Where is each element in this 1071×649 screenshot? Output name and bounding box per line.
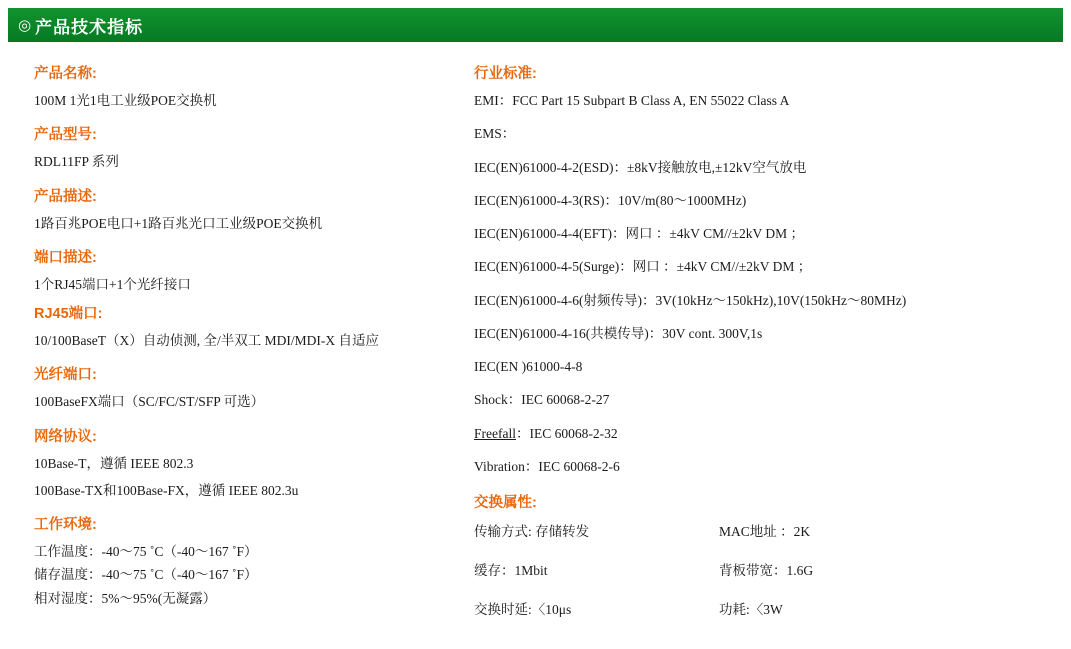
standard-line: IEC(EN)61000-4-2(ESD)：±8kV接触放电,±12kV空气放电 (474, 159, 807, 175)
section-header-bar (8, 8, 1063, 42)
freefall-value: ：IEC 60068-2-32 (515, 425, 618, 441)
working-temperature-value: 工作温度：-40～75 ˚C（-40～167 ˚F） (34, 544, 258, 559)
rj45-port-value: 10/100BaseT（X）自动侦测, 全/半双工 MDI/MDI-X 自适应 (34, 333, 379, 348)
section-title-fiber-port: 光纤端口: (34, 367, 97, 384)
section-title-industry-standards: 行业标准: (474, 66, 537, 82)
relative-humidity-value: 相对湿度：5%～95%(无凝露） (34, 590, 217, 606)
switch-attr-latency: 交换时延:〈10μs (474, 602, 572, 617)
switch-attr-power-consumption: 功耗:〈3W (719, 602, 783, 617)
product-description-value: 1路百兆POE电口+1路百兆光口工业级POE交换机 (34, 215, 323, 231)
standard-line: IEC(EN)61000-4-4(EFT)：网口 ：±4kV CM//±2kV DM ； (474, 226, 805, 241)
fiber-port-value: 100BaseFX端口（SC/FC/ST/SFP 可选） (34, 394, 265, 410)
section-title-port-description: 端口描述: (34, 249, 97, 266)
bullet-icon: ◎ (18, 15, 32, 34)
port-description-value: 1个RJ45端口+1个光纤接口 (34, 276, 191, 292)
standard-line: EMI：FCC Part 15 Subpart B Class A, EN 55022 Class A (474, 93, 790, 108)
switch-attr-mac-address: MAC地址 ：2K (719, 524, 811, 539)
left-column (34, 62, 464, 612)
switch-attr-buffer: 缓存：1Mbit (474, 563, 548, 578)
standard-line (474, 424, 1054, 444)
section-title-switch-attributes: 交换属性: (474, 495, 537, 511)
standard-line: IEC(EN)61000-4-3(RS)：10V/m(80～1000MHz) (474, 192, 747, 208)
standard-line: IEC(EN)61000-4-5(Surge)：网口 ：±4kV CM//±2kV DM ； (474, 259, 812, 275)
section-title-rj45-port: RJ45端口: (34, 306, 103, 322)
standard-line: EMS： (474, 126, 516, 142)
section-title-working-environment: 工作环境: (34, 517, 97, 533)
section-title-product-description: 产品描述: (34, 188, 97, 205)
section-title-product-name: 产品名称: (34, 66, 97, 82)
right-column (474, 62, 1054, 618)
switch-attr-backplane-bandwidth: 背板带宽：1.6G (719, 563, 814, 578)
product-model-value: RDL11FP 系列 (34, 154, 119, 170)
standard-line: IEC(EN)61000-4-16(共模传导)：30V cont. 300V,1s (474, 325, 763, 341)
section-title-network-protocol: 网络协议: (34, 428, 97, 445)
section-title-product-model: 产品型号: (34, 127, 97, 144)
freefall-label: Freefall (474, 425, 516, 441)
standard-line: Shock：IEC 60068-2-27 (474, 392, 610, 408)
switch-attributes-grid (474, 520, 1054, 618)
page-title: 产品技术指标 (35, 17, 144, 37)
storage-temperature-value: 储存温度：-40～75 ˚C（-40～167 ˚F） (34, 567, 258, 583)
network-protocol-value-2: 100Base-TX和100Base-FX，遵循 IEEE 802.3u (34, 482, 299, 498)
standard-line: IEC(EN )61000-4-8 (474, 359, 583, 374)
product-name-value: 100M 1光1电工业级POE交换机 (34, 93, 217, 108)
standard-line: Vibration：IEC 60068-2-6 (474, 458, 620, 474)
switch-attr-transfer-mode: 传输方式: 存储转发 (474, 524, 590, 539)
standard-line: IEC(EN)61000-4-6(射频传导)：3V(10kHz～150kHz),10V(150kHz～80MHz) (474, 292, 907, 308)
network-protocol-value-1: 10Base-T，遵循 IEEE 802.3 (34, 455, 194, 471)
